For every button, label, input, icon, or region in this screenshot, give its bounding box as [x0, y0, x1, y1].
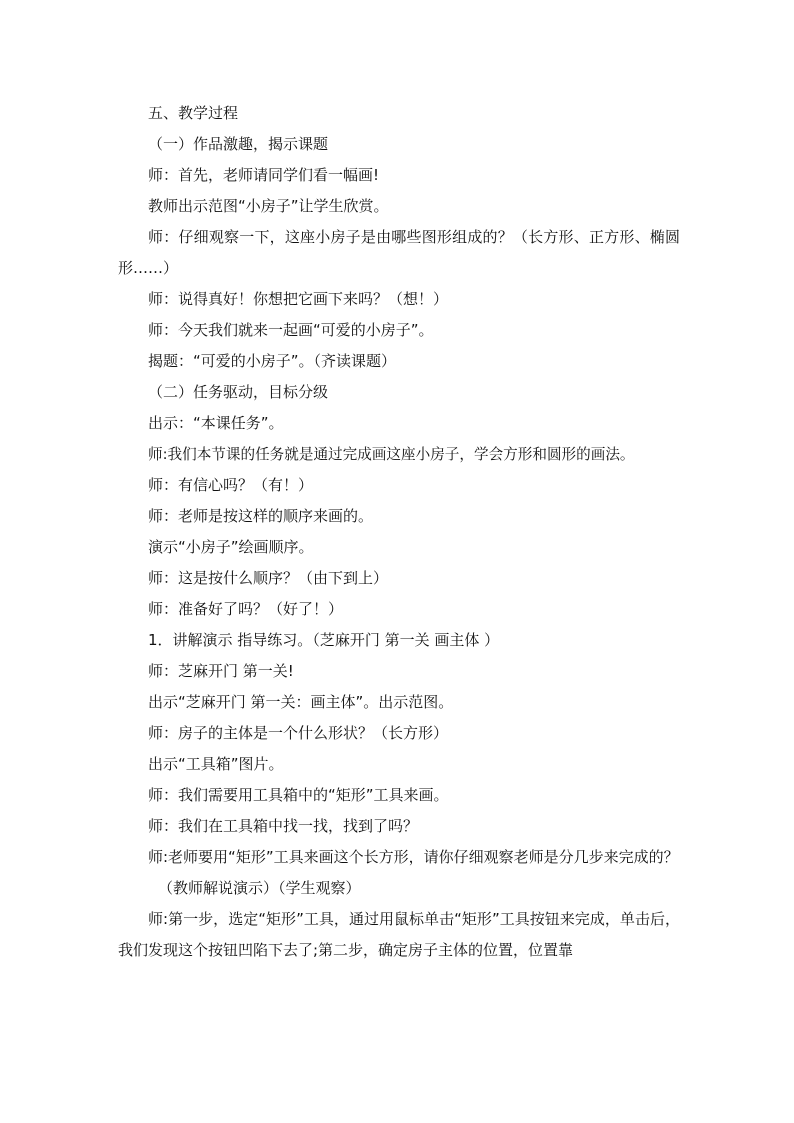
section-heading: 五、教学过程 — [148, 104, 239, 122]
paragraph: 师:老师要用“矩形”工具来画这个长方形，请你仔细观察老师是分几步来完成的？ — [148, 848, 679, 866]
paragraph: 师:我们本节课的任务就是通过完成画这座小房子，学会方形和圆形的画法。 — [148, 446, 635, 463]
paragraph: 师：今天我们就来一起画“可爱的小房子”。 — [148, 321, 434, 339]
paragraph: 师:第一步，选定“矩形”工具，通过用鼠标单击“矩形”工具按钮来完成，单击后，我们发现这个按钮凹陷下去了;第二步，确定房子主体的位置，位置靠 — [118, 910, 680, 959]
paragraph: 师：有信心吗？（有！） — [148, 476, 314, 494]
paragraph: 师：芝麻开门 第一关! — [148, 662, 294, 680]
subsection-heading: （一）作品激趣，揭示课题 — [148, 135, 329, 153]
paragraph: 出示：“本课任务”。 — [148, 414, 284, 432]
paragraph: 师：老师是按这样的顺序来画的。 — [148, 507, 374, 525]
paragraph: 师：说得真好！你想把它画下来吗？（想！） — [148, 290, 449, 308]
paragraph: 演示“小房子”绘画顺序。 — [148, 538, 314, 556]
paragraph: 教师出示范图“小房子”让学生欣赏。 — [148, 197, 389, 215]
paragraph: （教师解说演示）（学生观察） — [158, 879, 361, 897]
document-body — [118, 98, 680, 966]
paragraph: 揭题：“可爱的小房子”。（齐读课题） — [148, 352, 397, 370]
paragraph: 师：我们在工具箱中找一找，找到了吗？ — [148, 817, 419, 835]
paragraph: 师：首先，老师请同学们看一幅画! — [148, 166, 380, 184]
step-heading: 1．讲解演示 指导练习。（芝麻开门 第一关 画主体 ） — [148, 631, 500, 649]
paragraph: 师：房子的主体是一个什么形状？（长方形） — [148, 724, 449, 742]
paragraph: 出示“工具箱”图片。 — [148, 755, 284, 773]
paragraph: 师：准备好了吗？（好了！） — [148, 600, 344, 618]
paragraph: 师：这是按什么顺序？（由下到上） — [148, 569, 389, 587]
paragraph: 师：我们需要用工具箱中的“矩形”工具来画。 — [148, 786, 449, 804]
paragraph: 师：仔细观察一下，这座小房子是由哪些图形组成的？（长方形、正方形、椭圆形……） — [118, 228, 680, 277]
subsection-heading: （二）任务驱动，目标分级 — [148, 383, 329, 401]
paragraph: 出示“芝麻开门 第一关：画主体”。出示范图。 — [148, 693, 454, 711]
